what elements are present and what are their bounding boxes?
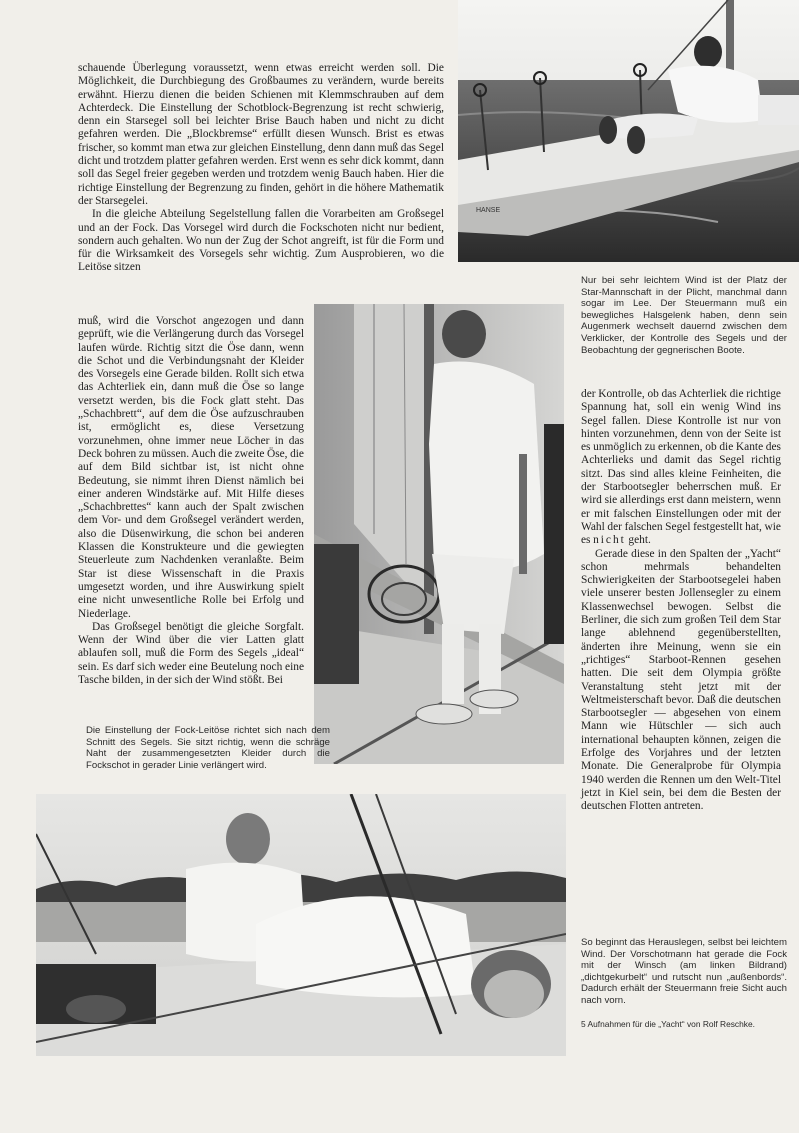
- article-column-left-top: [78, 62, 444, 275]
- article-text: geht.: [628, 534, 651, 547]
- article-text: der Kontrolle, ob das Achterliek die richtige Spannung hat, soll ein wenig Wind ins Segel fallen. Diese Kontrolle ist nur von hinten vorzunehmen, denn von der Seite ist es unmöglich zu erkennen, ob die Kante des Achterlieks und damit das Segel richtig sitzt. Das sind alles kleine Feinheiten, die der Starbootsegler beherrschen muß. Er wird sie allerdings erst dann meistern, wenn er mit falschen Einstellungen oder mit der Wahl der falschen Segel festgestellt hat, wie es: [581, 388, 781, 547]
- article-column-left-narrow: [78, 315, 304, 687]
- caption-top-right: Nur bei sehr leichtem Wind ist der Platz der Star-Mannschaft in der Plicht, manchmal dann sogar im Lee. Der Steuermann muß ein bewegliches Halsgelenk haben, denn sein Augenmerk wechselt dauernd zwischen dem Verklicker, der Kontrolle des Segels und der Beobachtung der gegnerischen Boote.: [581, 275, 787, 356]
- photo-crew-hiking-out: [36, 794, 566, 1056]
- article-paragraph: Das Großsegel benötigt die gleiche Sorgfalt. Wenn der Wind über die vier Latten glatt ablaufen soll, muß die Form des Segels „ideal“ sein. Es darf sich weder eine Beutelung noch eine Tasche bilden, in der sich der Wind stößt. Bei: [78, 620, 304, 687]
- article-paragraph: In die gleiche Abteilung Segelstellung fallen die Vorarbeiten am Großsegel und an der Fock. Das Vorsegel wird durch die Fockschoten nicht nur bedient, sondern auch gehalten. Wo nun der Zug der Schot angreift, ist für die Form und für die Wirksamkeit des Vorsegels sehr wichtig. Zum Ausprobieren, wo die Leitöse sitzen: [78, 208, 444, 274]
- photo-credit: 5 Aufnahmen für die „Yacht“ von Rolf Reschke.: [581, 1019, 755, 1029]
- article-paragraph: muß, wird die Vorschot angezogen und dann geprüft, wie die Verlängerung durch das Vorsegel laufen würde. Richtig sitzt die Öse dann, wenn die Schot und die Verbindungsnaht der Kleider des Vorsegels eine Gerade bilden. Rollt sich etwa das Achterliek ein, dann muß die Öse so lange versetzt werden, bis die Fock glatt steht. Das „Schachbrett“, auf dem die Öse aufzuschrauben ist, ermöglicht es, diese Versetzung vorzunehmen, ohne immer neue Löcher in das Deck bohren zu müssen. Auch die zweite Öse, die auf dem Bild sichtbar ist, ist nicht ohne Bedeutung, sie nimmt ihren Dienst nämlich bei einer anderen Windstärke auf. Mit Hilfe dieses „Schachbrettes“ kann auch der Spalt zwischen dem Vor- und dem Großsegel verändert werden, also die Düsenwirkung, die schon bei anderen Klassen die Konstrukteure und die gewiegten Steuerleute zum Nachdenken veranlaßte. Beim Star ist diese Wissenschaft in die Praxis umgesetzt worden, und ihre Auswirkung spielt eine nicht unwesentliche Rolle bei Erfolg und Niederlage.: [78, 315, 304, 620]
- article-emphasis: nicht: [593, 534, 626, 547]
- photo-foresail-lead-eye: [314, 304, 564, 764]
- caption-middle-left: Die Einstellung der Fock-Leitöse richtet sich nach dem Schnitt des Segels. Sie sitzt richtig, wenn die schräge Naht der zusammengesetzten Kleider durch die Fockschot in gerader Linie verlängert wird.: [86, 725, 330, 771]
- caption-bottom-right: So beginnt das Herauslegen, selbst bei leichtem Wind. Der Vorschotmann hat gerade die Fock mit der Winsch (am linken Bildrand) „dichtgekurbelt“ und rutscht nun „außenbords“. Dadurch erhält der Steuermann freie Sicht auch nach vorn.: [581, 937, 787, 1006]
- article-paragraph: schauende Überlegung voraussetzt, wenn etwas erreicht werden soll. Die Möglichkeit, die Durchbiegung des Großbaumes zu verändern, wurde bereits erwähnt. Hierzu dienen die beiden Schienen mit Klemmschrauben auf dem Achterdeck. Die Einstellung der Schotblock-Begrenzung ist recht schwierig, denn ein Starsegel soll bei leichter Brise Bauch haben und nicht zu dicht gefahren werden. Die „Blockbremse“ erfüllt diesen Wunsch. Brist es etwas frischer, so kommt man etwa zur gleichen Einstellung, denn dann muß das Segel dicht und trotzdem platter gefahren werden. Erst wenn es sehr dick kommt, dann soll das Segel freier gegeben werden und trotzdem wenig Bauch haben. Hier die richtige Einstellung der Begrenzung zu finden, gehört in die höhere Mathematik der Starsegelei.: [78, 62, 444, 207]
- article-column-right: [581, 388, 781, 814]
- article-paragraph: [581, 388, 781, 548]
- photo-star-crew-lying-on-deck: [458, 0, 799, 262]
- article-paragraph: Gerade diese in den Spalten der „Yacht“ schon mehrmals behandelten Schwierigkeiten der Starbootsegelei haben viele unserer besten Jollensegler zu einem Klassenwechsel bewogen. Selbst die Berliner, die sich zum großen Teil dem Star lange ablehnend gegenüberstellten, änderten ihre Meinung, wenn sie ein „richtiges“ Starboot-Rennen gesehen hatten. Die seit dem Olympia größte Veranstaltung steht jetzt mit der Weltmeisterschaft bevor. Daß die deutschen Starbootsegler — abgesehen von einem Mann wie Hütschler — sich auch international behaupten können, zeigen die Erfolge des Vorjahres und der letzten Monate. Die Generalprobe für Olympia 1940 werden die Rennen um den Welt-Titel jetzt in Kiel sein, bei dem die Besten der deutschen Flotten antreten.: [581, 547, 781, 813]
- hull-lettering: HANSE: [476, 207, 501, 214]
